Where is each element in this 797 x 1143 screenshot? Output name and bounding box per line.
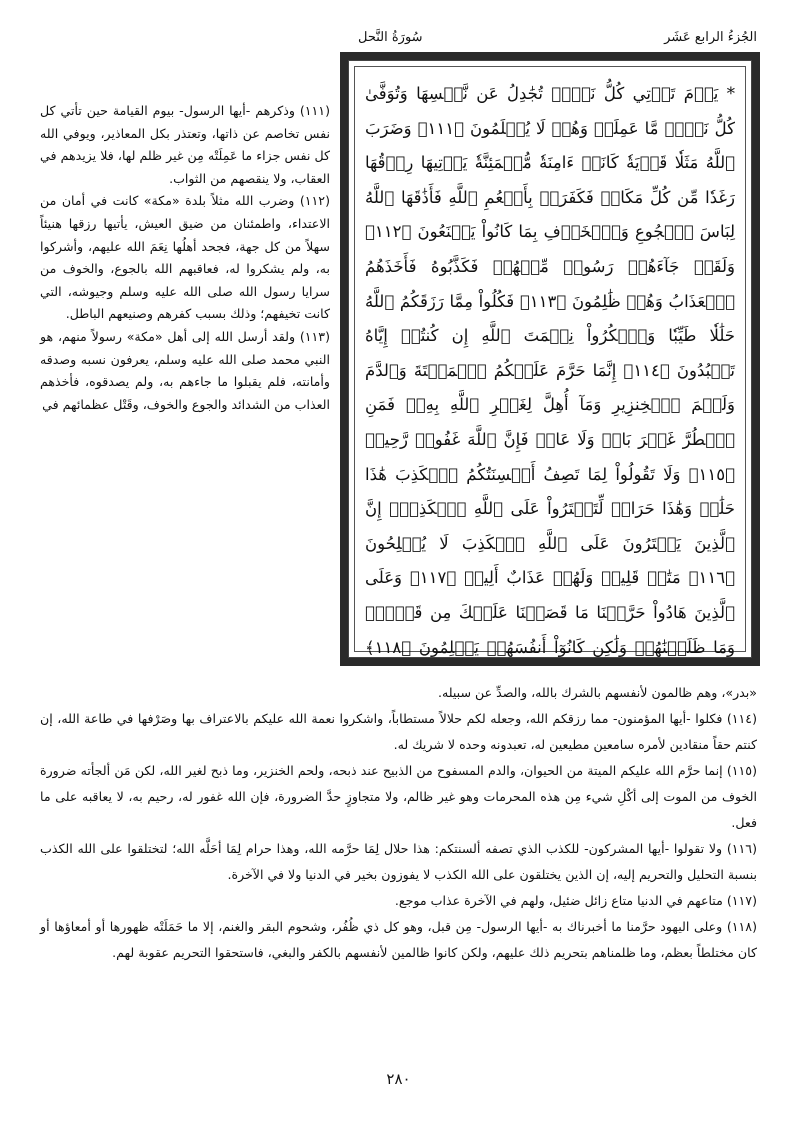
tafsir-115: (١١٥) إنما حرَّم الله عليكم الميتة من الحيوان، والدم المسفوح من الذبيح عند ذبحه، ولحم الخنزير، وما ذبح لغير الله، لكن مَن ألجأته ضرورة الخوف من الموت إلى أكْلِ شيء مِن هذه المحرمات وهو غير ظالم، ولا متجاوزٍ حدَّ الضرورة، فإن الله غفور له، رحيم به، لا يعاقبه على ما فعل.: [40, 763, 757, 830]
verse-118: وَعَلَى ٱلَّذِينَ هَادُواْ حَرَّمۡنَا مَا قَصَصۡنَا عَلَيۡكَ مِن قَبۡلُۖ وَمَا ظَلَمۡنَٰهُمۡ وَلَٰكِن كَانُوٓاْ أَنفُسَهُمۡ يَظۡلِمُونَ ﴿١١٨﴾: [365, 568, 735, 657]
quran-frame-inner: [348, 60, 752, 658]
tafsir-side-column: [40, 100, 330, 416]
tafsir-full-width: [40, 680, 757, 966]
juz-header: الجُزءُ الرابع عَشَر: [664, 30, 757, 45]
verse-112: وَضَرَبَ ٱللَّهُ مَثَلٗا قَرۡيَةٗ كَانَتۡ ءَامِنَةٗ مُّطۡمَئِنَّةٗ يَأۡتِيهَا رِزۡقُهَا رَغَدٗا مِّن كُلِّ مَكَانٖ فَكَفَرَتۡ بِأَنۡعُمِ ٱللَّهِ فَأَذَٰقَهَا ٱللَّهُ لِبَاسَ ٱلۡجُوعِ وَٱلۡخَوۡفِ بِمَا كَانُواْ يَصۡنَعُونَ ﴿١١٢﴾: [365, 118, 735, 242]
page-number: ٢٨٠: [386, 1070, 411, 1088]
tafsir-112: (١١٢) وضرب الله مثلاً بلدة «مكة» كانت في أمان من الاعتداء، واطمئنان من ضيق العيش، يأتيها رزقها هنيئاً سهلاً من كل جهة، فجحد أهلُها نِعَمَ الله عليهم، وأشركوا به، ولم يشكروا له، فعاقبهم الله بالجوع، والخوف من سرايا رسول الله صلى الله عليه وسلم وجيوشه، التي كانت تخيفهم؛ وذلك بسبب كفرهم وصنيعهم الباطل.: [40, 193, 330, 322]
tafsir-117: (١١٧) متاعهم في الدنيا متاع زائل ضئيل، ولهم في الآخرة عذاب موجع.: [394, 893, 757, 908]
surah-header: سُورَةُ النَّحل: [358, 30, 423, 45]
verse-111: * يَوۡمَ تَأۡتِي كُلُّ نَفۡسٖ تُجَٰدِلُ عَن نَّفۡسِهَا وَتُوَفَّىٰ كُلُّ نَفۡسٖ مَّا عَمِلَتۡ وَهُمۡ لَا يُظۡلَمُونَ ﴿١١١﴾: [365, 84, 735, 138]
tafsir-118: (١١٨) وعلى اليهود حرَّمنا ما أخبرناك به -أيها الرسول- مِن قبل، وهو كل ذي ظُفُر، وشحوم البقر والغنم، إلا ما حَمَلَتْه ظهورها أو أمعاؤها أو كان مختلطاً بعظم، وما ظلمناهم بتحريم ذلك عليهم، ولكن كانوا ظالمين لأنفسهم بالكفر والبغي، فاستحقوا التحريم عقوبة لهم.: [40, 919, 757, 960]
verse-116: وَلَا تَقُولُواْ لِمَا تَصِفُ أَلۡسِنَتُكُمُ ٱلۡكَذِبَ هَٰذَا حَلَٰلٞ وَهَٰذَا حَرَامٞ لِّتَفۡتَرُواْ عَلَى ٱللَّهِ ٱلۡكَذِبَۚ إِنَّ ٱلَّذِينَ يَفۡتَرُونَ عَلَى ٱللَّهِ ٱلۡكَذِبَ لَا يُفۡلِحُونَ ﴿١١٦﴾: [365, 464, 735, 588]
quran-verses: [365, 77, 735, 657]
verse-114: فَكُلُواْ مِمَّا رَزَقَكُمُ ٱللَّهُ حَلَٰلٗا طَيِّبٗا وَٱشۡكُرُواْ نِعۡمَتَ ٱللَّهِ إِن كُنتُمۡ إِيَّاهُ تَعۡبُدُونَ ﴿١١٤﴾: [365, 291, 735, 380]
quran-frame: [340, 52, 760, 666]
verse-113: وَلَقَدۡ جَآءَهُمۡ رَسُولٞ مِّنۡهُمۡ فَكَذَّبُوهُ فَأَخَذَهُمُ ٱلۡعَذَابُ وَهُمۡ ظَٰلِمُونَ ﴿١١٣﴾: [365, 256, 735, 311]
tafsir-114: (١١٤) فكلوا -أيها المؤمنون- مما رزقكم الله، وجعله لكم حلالاً مستطاباً، واشكروا نعمة الله عليكم بالاعتراف بها وصَرْفها في طاعة الله، إن كنتم حقاً منقادين لأمره سامعين مطيعين له، تعبدونه وحده لا شريك له.: [40, 711, 757, 752]
verse-117: مَتَٰعٞ قَلِيلٞ وَلَهُمۡ عَذَابٌ أَلِيمٞ ﴿١١٧﴾: [409, 568, 681, 588]
tafsir-111: (١١١) وذكرهم -أيها الرسول- بيوم القيامة حين تأتي كل نفس تخاصم عن ذاتها، وتعتذر بكل المعاذير، ويوفي الله كل نفس جزاء ما عَمِلَتْه مِن غير ظلم لها، فلا يزيدهم في العقاب، ولا ينقصهم من الثواب.: [40, 103, 330, 186]
tafsir-113-continued: «بدر»، وهم ظالمون لأنفسهم بالشرك بالله، والصدِّ عن سبيله.: [437, 685, 757, 700]
verse-115: إِنَّمَا حَرَّمَ عَلَيۡكُمُ ٱلۡمَيۡتَةَ وَٱلدَّمَ وَلَحۡمَ ٱلۡخِنزِيرِ وَمَآ أُهِلَّ لِغَيۡرِ ٱللَّهِ بِهِۦۖ فَمَنِ ٱضۡطُرَّ غَيۡرَ بَاغٖ وَلَا عَادٖ فَإِنَّ ٱللَّهَ غَفُورٞ رَّحِيمٞ ﴿١١٥﴾: [365, 360, 735, 484]
tafsir-113: (١١٣) ولقد أرسل الله إلى أهل «مكة» رسولاً منهم، هو النبي محمد صلى الله عليه وسلم، يعرفون نسبه وصدقه وأمانته، فلم يقبلوا ما جاءهم به، ولم يصدقوه، فأخذهم العذاب من الشدائد والجوع والخوف، وقَتْل عظمائهم في: [40, 328, 330, 412]
tafsir-116: (١١٦) ولا تقولوا -أيها المشركون- للكذب الذي تصفه ألسنتكم: هذا حلال لِمَا حرَّمه الله، وهذا حرام لِمَا أحَلَّه الله؛ لتختلقوا على الله الكذب بنسبة التحليل والتحريم إليه، إن الذين يختلقون على الله الكذب لا يفوزون بخير في الدنيا ولا في الآخرة.: [40, 841, 757, 882]
